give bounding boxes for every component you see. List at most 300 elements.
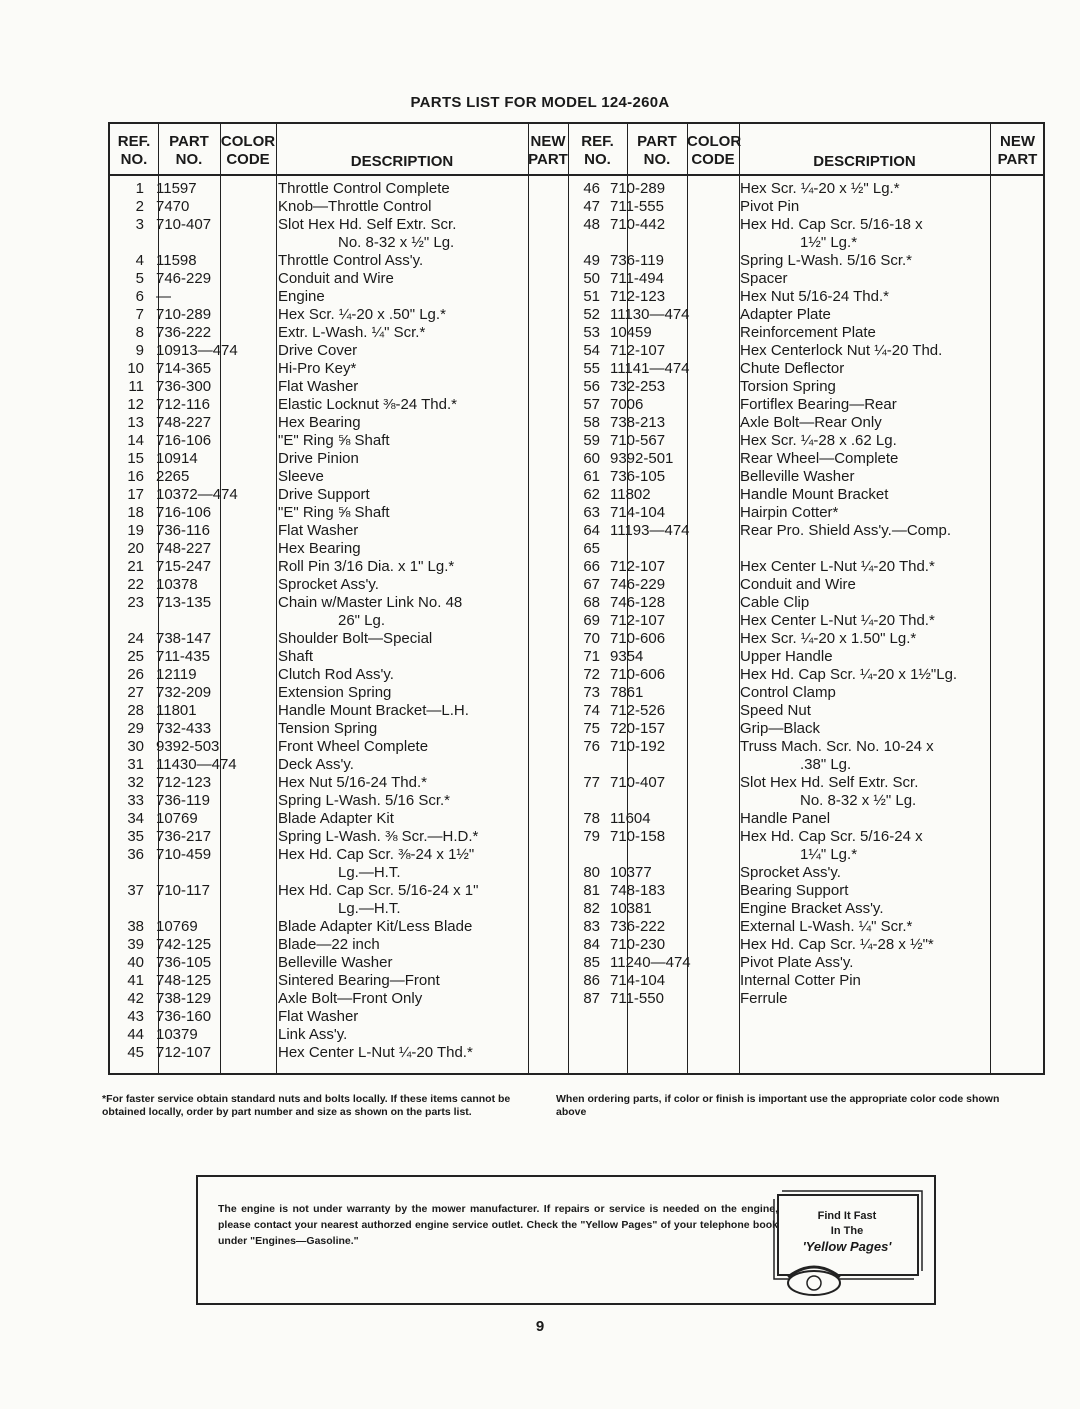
part-no bbox=[610, 666, 665, 684]
description-line: Internal Cotter Pin bbox=[740, 972, 861, 989]
header-text: CODE bbox=[226, 151, 270, 168]
ref-no: 67 bbox=[583, 576, 600, 593]
part-no bbox=[156, 684, 211, 702]
description bbox=[740, 612, 935, 630]
table-row bbox=[110, 774, 528, 792]
description-line: 26" Lg. bbox=[338, 612, 386, 629]
description-line: Hex Bearing bbox=[278, 540, 361, 557]
part-number: 742-125 bbox=[156, 936, 212, 953]
ref-no: 81 bbox=[583, 882, 600, 899]
ref-no: 3 bbox=[135, 216, 144, 233]
header-text: NO. bbox=[120, 151, 148, 168]
description bbox=[740, 378, 836, 396]
part-no bbox=[610, 990, 664, 1008]
ref-no: 42 bbox=[127, 990, 144, 1007]
part-no bbox=[156, 648, 210, 666]
header-description bbox=[276, 129, 528, 173]
description-line: Hex Centerlock Nut ¼-20 Thd. bbox=[740, 342, 943, 359]
table-row bbox=[568, 198, 988, 216]
table-row bbox=[568, 324, 988, 342]
description-line: Front Wheel Complete bbox=[278, 738, 429, 755]
table-row bbox=[110, 288, 528, 306]
table-row bbox=[110, 1008, 528, 1026]
part-no bbox=[156, 306, 211, 324]
part-no bbox=[156, 774, 211, 792]
table-row bbox=[568, 468, 988, 486]
ref-no: 65 bbox=[583, 540, 600, 557]
header-color-code bbox=[687, 129, 742, 173]
description-line: Clutch Rod Ass'y. bbox=[278, 666, 394, 683]
ref-no: 38 bbox=[127, 918, 144, 935]
yellow-pages-graphic bbox=[770, 1187, 930, 1299]
part-no bbox=[610, 324, 652, 342]
part-no bbox=[156, 432, 211, 450]
ref-no: 54 bbox=[583, 342, 600, 359]
header-text: PART bbox=[997, 151, 1038, 168]
ref-no: 11 bbox=[128, 378, 144, 395]
ref-no: 4 bbox=[135, 252, 144, 269]
description bbox=[740, 270, 788, 288]
description bbox=[740, 774, 918, 810]
table-row bbox=[568, 900, 988, 918]
description-line: Hex Scr. ¼-20 x ½" Lg.* bbox=[740, 180, 900, 197]
ref-no: 45 bbox=[127, 1044, 144, 1061]
table-row bbox=[110, 270, 528, 288]
table-row bbox=[110, 306, 528, 324]
ref-no: 52 bbox=[583, 306, 600, 323]
dash: — bbox=[649, 306, 665, 323]
description bbox=[278, 990, 422, 1008]
part-number: 748-183 bbox=[610, 882, 666, 899]
description-line: Hi-Pro Key* bbox=[278, 360, 357, 377]
part-number: 732-253 bbox=[610, 378, 666, 395]
description-line: Hex Hd. Cap Scr. ⅜-24 x 1½" bbox=[278, 846, 475, 863]
part-no bbox=[156, 1044, 211, 1062]
description-line: Blade Adapter Kit/Less Blade bbox=[278, 918, 473, 935]
description bbox=[740, 684, 836, 702]
table-row bbox=[110, 378, 528, 396]
description bbox=[278, 360, 356, 378]
description-line: Sprocket Ass'y. bbox=[278, 576, 379, 593]
description bbox=[278, 558, 454, 576]
part-number: 710-289 bbox=[610, 180, 666, 197]
part-number: 736-160 bbox=[156, 1008, 212, 1025]
part-number: 710-567 bbox=[610, 432, 666, 449]
description-line: Blade—22 inch bbox=[278, 936, 380, 953]
table-row bbox=[110, 720, 528, 738]
part-number: 710-606 bbox=[610, 630, 666, 647]
description-line: Hex Nut 5/16-24 Thd.* bbox=[278, 774, 427, 791]
part-number: 7470 bbox=[156, 198, 190, 215]
description bbox=[278, 396, 457, 414]
ref-no: 1 bbox=[135, 180, 144, 197]
description-line: Sintered Bearing—Front bbox=[278, 972, 440, 989]
description bbox=[278, 450, 359, 468]
part-number: 710-442 bbox=[610, 216, 666, 233]
description bbox=[278, 774, 427, 792]
table-row bbox=[110, 666, 528, 684]
ref-no: 37 bbox=[127, 882, 144, 899]
description-line: 1¼" Lg.* bbox=[800, 846, 858, 863]
header-text: CODE bbox=[691, 151, 735, 168]
part-number: 712-107 bbox=[156, 1044, 212, 1061]
dash: — bbox=[650, 954, 666, 971]
part-no bbox=[156, 630, 211, 648]
footnote-color-code: When ordering parts, if color or finish is important use the appropriate color code shown above bbox=[556, 1093, 1000, 1118]
description bbox=[278, 810, 394, 828]
part-number: 712-123 bbox=[610, 288, 666, 305]
color-code: 474 bbox=[664, 306, 690, 323]
table-row bbox=[568, 720, 988, 738]
header-text: NO. bbox=[584, 151, 611, 168]
description bbox=[278, 666, 394, 684]
part-number: 10913 bbox=[156, 342, 198, 359]
ref-no: 36 bbox=[127, 846, 144, 863]
part-no bbox=[610, 198, 664, 216]
part-no bbox=[610, 594, 665, 612]
part-number: 736-222 bbox=[610, 918, 666, 935]
part-number: 11430 bbox=[156, 756, 197, 773]
part-number: 712-123 bbox=[156, 774, 212, 791]
part-no bbox=[156, 792, 210, 810]
description bbox=[278, 306, 446, 324]
description bbox=[278, 972, 440, 990]
table-row bbox=[568, 396, 988, 414]
description bbox=[278, 1026, 347, 1044]
table-row bbox=[568, 432, 988, 450]
description-line: Spring L-Wash. 5/16 Scr.* bbox=[740, 252, 913, 269]
description-line: No. 8-32 x ½" Lg. bbox=[338, 234, 455, 251]
part-no bbox=[610, 864, 652, 882]
part-number: 738-129 bbox=[156, 990, 212, 1007]
description bbox=[278, 270, 394, 288]
table-row bbox=[110, 1026, 528, 1044]
part-no bbox=[156, 540, 211, 558]
description-line: Hex Hd. Cap Scr. 5/16-18 x bbox=[740, 216, 923, 233]
description-line: Rear Wheel—Complete bbox=[740, 450, 899, 467]
description-line: Upper Handle bbox=[740, 648, 833, 665]
part-number: 710-407 bbox=[156, 216, 212, 233]
ref-no: 19 bbox=[127, 522, 144, 539]
description-line: Hex Center L-Nut ¼-20 Thd.* bbox=[740, 558, 935, 575]
part-number: 11598 bbox=[156, 252, 197, 269]
description-line: Sleeve bbox=[278, 468, 324, 485]
table-row bbox=[110, 396, 528, 414]
yp-line: Find It Fast bbox=[817, 1210, 877, 1222]
part-number: 736-119 bbox=[156, 792, 210, 809]
description bbox=[740, 180, 900, 198]
part-no bbox=[156, 396, 210, 414]
description bbox=[278, 216, 456, 252]
description-line: Engine bbox=[278, 288, 325, 305]
description-line: Grip—Black bbox=[740, 720, 821, 737]
description-line: Hex Scr. ¼-28 x .62 Lg. bbox=[740, 432, 897, 449]
header-text: DESCRIPTION bbox=[813, 153, 916, 170]
ref-no: 85 bbox=[583, 954, 600, 971]
ref-no: 83 bbox=[583, 918, 600, 935]
table-row bbox=[568, 810, 988, 828]
ref-no: 53 bbox=[583, 324, 600, 341]
description-line: .38" Lg. bbox=[800, 756, 852, 773]
part-number: 2265 bbox=[156, 468, 190, 485]
part-number: 732-433 bbox=[156, 720, 212, 737]
color-code: 474 bbox=[665, 954, 691, 971]
part-no bbox=[610, 828, 665, 846]
part-no bbox=[156, 720, 211, 738]
description bbox=[278, 954, 393, 972]
header-text: PART bbox=[637, 133, 677, 150]
part-no bbox=[610, 288, 665, 306]
part-number: 712-107 bbox=[610, 558, 666, 575]
part-no bbox=[156, 558, 211, 576]
description bbox=[278, 468, 324, 486]
description bbox=[740, 504, 838, 522]
table-row bbox=[110, 630, 528, 648]
color-code: 474 bbox=[211, 756, 237, 773]
part-number: 713-135 bbox=[156, 594, 212, 611]
description bbox=[740, 702, 811, 720]
warranty-text: The engine is not under warranty by the mower manufacturer. If repairs or service is needed on the engine, please contact your nearest authorzed engine service outlet. Check the "Yellow Pages" of your telephone book under "Engines—Gasoline." bbox=[218, 1203, 778, 1247]
part-no bbox=[610, 900, 652, 918]
page-title: PARTS LIST FOR MODEL 124-260A bbox=[410, 94, 670, 111]
ref-no: 64 bbox=[583, 522, 600, 539]
ref-no: 43 bbox=[127, 1008, 144, 1025]
ref-no: 32 bbox=[127, 774, 144, 791]
ref-no: 26 bbox=[127, 666, 144, 683]
part-number: 11141 bbox=[610, 360, 650, 377]
engine-warranty-notice bbox=[196, 1175, 936, 1305]
description bbox=[278, 846, 474, 882]
ref-no: 46 bbox=[583, 180, 600, 197]
description-line: Knob—Throttle Control bbox=[278, 198, 432, 215]
description-line: Slot Hex Hd. Self Extr. Scr. bbox=[278, 216, 457, 233]
description-line: Rear Pro. Shield Ass'y.—Comp. bbox=[740, 522, 951, 539]
ref-no: 80 bbox=[583, 864, 600, 881]
part-no bbox=[610, 378, 665, 396]
description bbox=[740, 558, 935, 576]
description bbox=[740, 828, 923, 864]
description-line: Belleville Washer bbox=[740, 468, 855, 485]
ref-no: 61 bbox=[583, 468, 600, 485]
part-number: 10459 bbox=[610, 324, 652, 341]
table-row bbox=[568, 342, 988, 360]
part-number: 710-289 bbox=[156, 306, 212, 323]
part-no bbox=[610, 252, 664, 270]
dash: — bbox=[197, 486, 213, 503]
table-row bbox=[568, 882, 988, 900]
part-no bbox=[610, 306, 690, 324]
description bbox=[278, 522, 358, 540]
part-no bbox=[610, 630, 665, 648]
part-no bbox=[156, 324, 211, 342]
part-no bbox=[610, 648, 643, 666]
part-number: 711-555 bbox=[610, 198, 664, 215]
ref-no: 47 bbox=[583, 198, 600, 215]
part-no bbox=[610, 684, 643, 702]
ref-no: 58 bbox=[583, 414, 600, 431]
description bbox=[278, 576, 379, 594]
part-number: 11240 bbox=[610, 954, 651, 971]
dash: — bbox=[197, 342, 213, 359]
description-line: Spacer bbox=[740, 270, 788, 287]
part-no bbox=[610, 738, 665, 756]
description bbox=[278, 504, 390, 522]
description bbox=[278, 432, 390, 450]
ref-no: 18 bbox=[127, 504, 144, 521]
ref-no: 31 bbox=[127, 756, 144, 773]
description-line: Pivot Pin bbox=[740, 198, 800, 215]
description bbox=[278, 414, 361, 432]
description bbox=[740, 450, 898, 468]
ref-no: 87 bbox=[583, 990, 600, 1007]
table-row bbox=[110, 576, 528, 594]
description-line: Handle Panel bbox=[740, 810, 831, 827]
ref-no: 17 bbox=[127, 486, 144, 503]
part-number: 736-217 bbox=[156, 828, 212, 845]
description bbox=[740, 990, 788, 1008]
part-number: 710-459 bbox=[156, 846, 212, 863]
part-no bbox=[156, 486, 238, 504]
part-number: 710-158 bbox=[610, 828, 666, 845]
description bbox=[740, 360, 844, 378]
description-line: Throttle Control Ass'y. bbox=[278, 252, 424, 269]
part-number: 711-494 bbox=[610, 270, 664, 287]
part-number: 748-125 bbox=[156, 972, 212, 989]
description bbox=[740, 468, 855, 486]
table-row bbox=[110, 486, 528, 504]
description-line: Elastic Locknut ⅜-24 Thd.* bbox=[278, 396, 457, 413]
table-body bbox=[110, 176, 1043, 1073]
description-line: Lg.—H.T. bbox=[338, 864, 401, 881]
table-row bbox=[110, 522, 528, 540]
part-number: 714-104 bbox=[610, 504, 666, 521]
part-number: 11193 bbox=[610, 522, 650, 539]
part-number: 10769 bbox=[156, 810, 198, 827]
description-line: No. 8-32 x ½" Lg. bbox=[800, 792, 917, 809]
part-no bbox=[610, 504, 665, 522]
description-line: "E" Ring ⅝ Shaft bbox=[278, 504, 390, 521]
description-line: Hex Scr. ¼-20 x 1.50" Lg.* bbox=[740, 630, 917, 647]
part-no bbox=[156, 828, 211, 846]
part-no bbox=[610, 414, 665, 432]
table-row bbox=[568, 648, 988, 666]
part-no bbox=[610, 522, 690, 540]
part-no bbox=[610, 360, 690, 378]
description bbox=[740, 288, 889, 306]
description bbox=[740, 396, 897, 414]
header-text: NO. bbox=[643, 151, 671, 168]
ref-no: 74 bbox=[583, 702, 600, 719]
table-row bbox=[568, 612, 988, 630]
table-row bbox=[568, 288, 988, 306]
part-number: 7861 bbox=[610, 684, 644, 701]
part-number: 711-435 bbox=[156, 648, 210, 665]
description bbox=[278, 720, 377, 738]
description-line: Hex Center L-Nut ¼-20 Thd.* bbox=[278, 1044, 473, 1061]
part-no bbox=[156, 288, 171, 306]
table-row bbox=[568, 594, 988, 612]
part-number: 716-106 bbox=[156, 504, 212, 521]
part-number: 746-128 bbox=[610, 594, 666, 611]
table-row bbox=[110, 414, 528, 432]
table-row bbox=[110, 216, 528, 252]
table-row bbox=[110, 738, 528, 756]
part-number: 736-105 bbox=[610, 468, 666, 485]
part-number: 11604 bbox=[610, 810, 651, 827]
part-no bbox=[156, 936, 211, 954]
table-row bbox=[110, 252, 528, 270]
ref-no: 69 bbox=[583, 612, 600, 629]
part-no bbox=[610, 270, 664, 288]
part-no bbox=[156, 1008, 211, 1026]
description-line: Lg.—H.T. bbox=[338, 900, 401, 917]
dash: — bbox=[649, 360, 665, 377]
header-text: REF. bbox=[117, 133, 151, 150]
page-number: 9 bbox=[535, 1318, 545, 1335]
part-number: — bbox=[156, 288, 171, 305]
header-text: NEW bbox=[530, 133, 566, 150]
description-line: Drive Support bbox=[278, 486, 370, 503]
part-number: 711-550 bbox=[610, 990, 664, 1007]
part-no bbox=[156, 504, 211, 522]
part-no bbox=[156, 846, 211, 864]
description-line: Bearing Support bbox=[740, 882, 849, 899]
part-no bbox=[156, 414, 211, 432]
description-line: Conduit and Wire bbox=[740, 576, 856, 593]
description-line: Hex Hd. Cap Scr. ¼-20 x 1½"Lg. bbox=[740, 666, 958, 683]
part-no bbox=[610, 450, 673, 468]
part-no bbox=[156, 702, 197, 720]
description bbox=[278, 1044, 473, 1062]
description bbox=[740, 306, 831, 324]
ref-no: 22 bbox=[127, 576, 144, 593]
ref-no: 51 bbox=[583, 288, 600, 305]
part-no bbox=[610, 774, 665, 792]
part-no bbox=[156, 972, 211, 990]
part-no bbox=[610, 396, 643, 414]
color-code: 474 bbox=[664, 522, 690, 539]
table-row bbox=[568, 378, 988, 396]
part-number: 11597 bbox=[156, 180, 197, 197]
description-line: Throttle Control Complete bbox=[278, 180, 450, 197]
part-number: 712-107 bbox=[610, 342, 666, 359]
description bbox=[278, 378, 358, 396]
table-row bbox=[568, 738, 988, 774]
description bbox=[278, 594, 462, 630]
header-text: NO. bbox=[175, 151, 203, 168]
part-no bbox=[156, 180, 197, 198]
description-line: Pivot Plate Ass'y. bbox=[740, 954, 854, 971]
description-line: Hex Center L-Nut ¼-20 Thd.* bbox=[740, 612, 935, 629]
ref-no: 8 bbox=[135, 324, 144, 341]
description-line: Axle Bolt—Rear Only bbox=[740, 414, 882, 431]
ref-no: 72 bbox=[583, 666, 600, 683]
table-row bbox=[568, 684, 988, 702]
part-number: 736-105 bbox=[156, 954, 212, 971]
table-row bbox=[110, 918, 528, 936]
ref-no: 84 bbox=[583, 936, 600, 953]
part-no bbox=[156, 738, 219, 756]
part-no bbox=[156, 666, 197, 684]
table-row bbox=[110, 954, 528, 972]
table-row bbox=[110, 936, 528, 954]
ref-no: 34 bbox=[127, 810, 144, 827]
description-line: Ferrule bbox=[740, 990, 788, 1007]
part-number: 746-229 bbox=[156, 270, 212, 287]
description bbox=[278, 738, 428, 756]
table-row bbox=[110, 558, 528, 576]
part-number: 736-116 bbox=[156, 522, 210, 539]
